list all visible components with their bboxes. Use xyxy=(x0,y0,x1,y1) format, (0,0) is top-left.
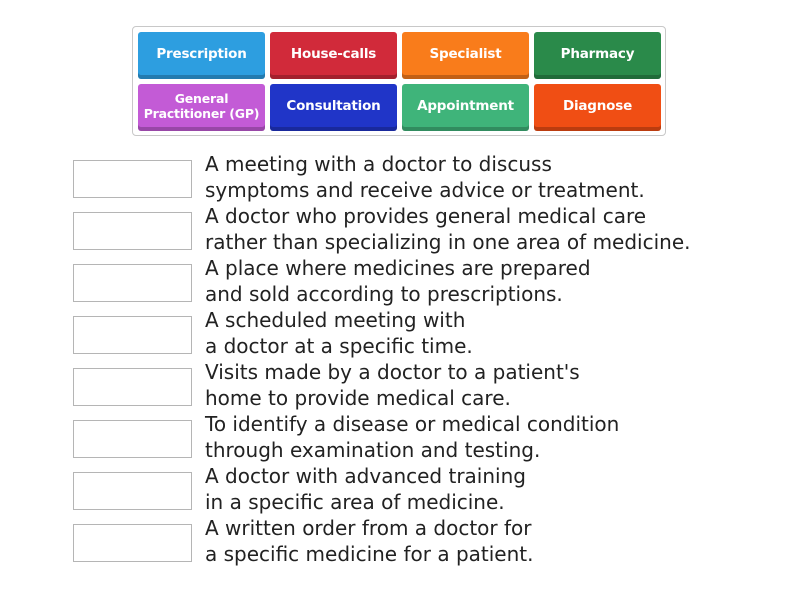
definition-5-line-1: Visits made by a doctor to a patient's xyxy=(205,360,580,384)
definition-4-line-2: a doctor at a specific time. xyxy=(205,334,473,358)
definition-7 xyxy=(205,463,526,515)
definition-1-line-2: symptoms and receive advice or treatment. xyxy=(205,178,645,202)
tile-diagnose[interactable]: Diagnose xyxy=(534,84,661,131)
definition-4-line-1: A scheduled meeting with xyxy=(205,308,466,332)
definition-6 xyxy=(205,411,619,463)
definition-3-line-2: and sold according to prescriptions. xyxy=(205,282,563,306)
definition-1-line-1: A meeting with a doctor to discuss xyxy=(205,152,552,176)
tile-specialist[interactable]: Specialist xyxy=(402,32,529,79)
tile-general-practitioner[interactable]: General Practitioner (GP) xyxy=(138,84,265,131)
tile-appointment[interactable]: Appointment xyxy=(402,84,529,131)
definition-2 xyxy=(205,203,691,255)
definition-6-line-1: To identify a disease or medical condition xyxy=(205,412,620,436)
drop-box-4[interactable] xyxy=(73,316,192,354)
drop-box-1[interactable] xyxy=(73,160,192,198)
definition-5-line-2: home to provide medical care. xyxy=(205,386,511,410)
definition-6-line-2: through examination and testing. xyxy=(205,438,541,462)
drop-box-2[interactable] xyxy=(73,212,192,250)
definition-5 xyxy=(205,359,580,411)
definition-3-line-1: A place where medicines are prepared xyxy=(205,256,591,280)
tile-prescription[interactable]: Prescription xyxy=(138,32,265,79)
definition-2-line-1: A doctor who provides general medical care xyxy=(205,204,647,228)
definition-8-line-2: a specific medicine for a patient. xyxy=(205,542,534,566)
definition-7-line-2: in a specific area of medicine. xyxy=(205,490,505,514)
definition-3 xyxy=(205,255,591,307)
drop-box-3[interactable] xyxy=(73,264,192,302)
definition-2-line-2: rather than specializing in one area of medicine. xyxy=(205,230,691,254)
tile-bank xyxy=(132,26,666,136)
drop-box-6[interactable] xyxy=(73,420,192,458)
drop-box-8[interactable] xyxy=(73,524,192,562)
definition-8 xyxy=(205,515,533,567)
tile-house-calls[interactable]: House-calls xyxy=(270,32,397,79)
drop-box-5[interactable] xyxy=(73,368,192,406)
definition-1 xyxy=(205,151,645,203)
drop-box-7[interactable] xyxy=(73,472,192,510)
definition-8-line-1: A written order from a doctor for xyxy=(205,516,532,540)
tile-pharmacy[interactable]: Pharmacy xyxy=(534,32,661,79)
tile-consultation[interactable]: Consultation xyxy=(270,84,397,131)
definition-4 xyxy=(205,307,473,359)
definition-7-line-1: A doctor with advanced training xyxy=(205,464,526,488)
